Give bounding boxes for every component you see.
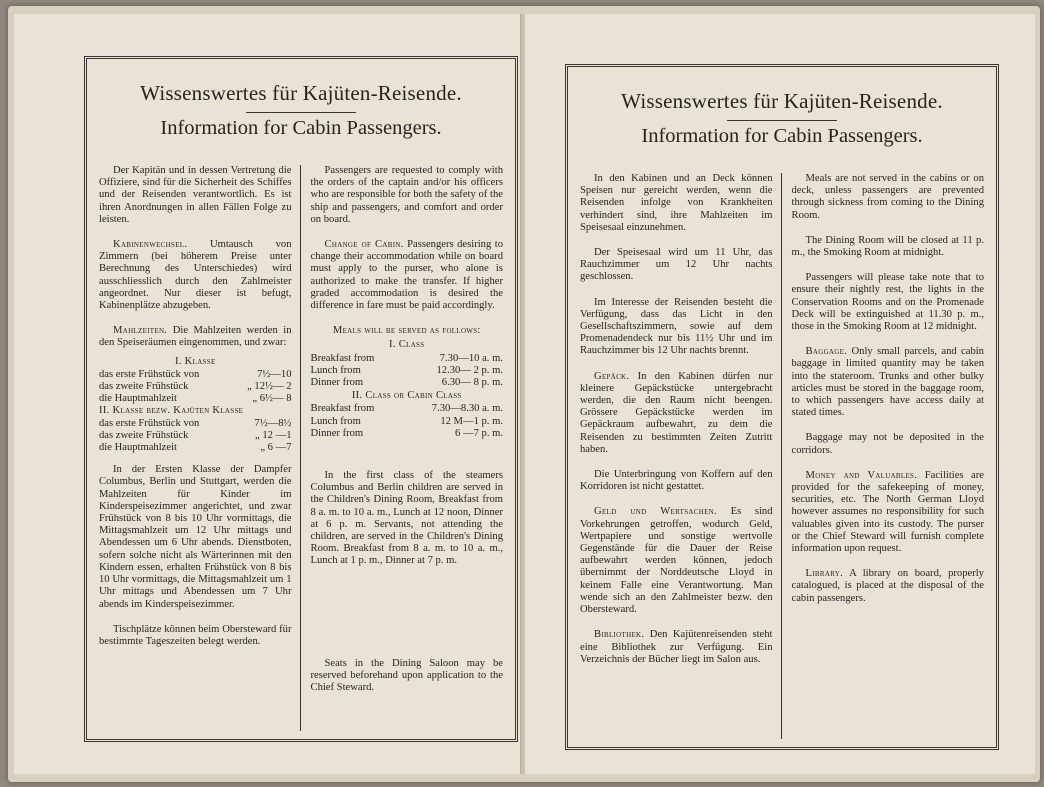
row-label: die Hauptmahlzeit: [99, 442, 177, 454]
right-english-column: [782, 173, 987, 739]
lights-paragraph-de: Im Interesse der Reisenden besteht die Verfügung, dass das Licht in den Gesellschaftszimmern, sowie auf dem Promenadendeck nur bis 11½ Uhr und im Rauchzimmer bis 12 Uhr nachts brennt.: [580, 296, 773, 357]
row-label: die Hauptmahlzeit: [99, 393, 177, 405]
schedule-row: [311, 365, 504, 377]
cabin-change-paragraph-en: [311, 239, 504, 312]
schedule-row: [99, 369, 292, 381]
left-columns: [97, 165, 505, 731]
paragraph-text: Den Kajütenreisenden steht eine Bibliothek zur Verfügung. Ein Verzeichnis der Bücher liegt im Salon aus.: [580, 629, 773, 665]
section-heading: Mahlzeiten.: [113, 325, 168, 337]
schedule-row: [99, 381, 292, 393]
paragraph-text: Facilities are provided for the safekeeping of money, securities, etc. The North German Lloyd however assumes no responsibility for such valuables given into its custody. The purser or the Chief Steward will furnish complete information upon request.: [791, 469, 984, 555]
paragraph-text: Die Mahlzeiten werden in den Speiseräumen eingenommen, und zwar:: [99, 325, 292, 349]
corridor-paragraph-de: Die Unterbringung von Koffern auf den Korridoren ist nicht gestattet.: [580, 469, 773, 493]
row-time: „ 6 —7: [260, 442, 292, 454]
booklet: [8, 6, 1040, 782]
right-page: [524, 14, 1035, 774]
closing-times-paragraph-en: The Dining Room will be closed at 11 p. m., the Smoking Room at midnight.: [791, 234, 984, 259]
paragraph-text: A library on board, properly catalogued, is placed at the disposal of the cabin passengers.: [791, 568, 984, 604]
row-label: Lunch from: [310, 364, 361, 376]
row-label: Dinner from: [310, 427, 364, 439]
library-paragraph-de: [580, 629, 773, 666]
meal-schedule-en: [311, 325, 504, 440]
row-label: das erste Frühstück von: [99, 368, 200, 380]
title-divider: [727, 120, 837, 121]
cabin-meals-paragraph-en: Meals are not served in the cabins or on deck, unless passengers are prevented through sickness from coming to the Dining Room.: [791, 173, 984, 221]
row-label: das zweite Frühstück: [99, 381, 189, 393]
section-heading: Geld und Wertsachen.: [594, 506, 717, 518]
row-time: 6 —7 p. m.: [455, 427, 503, 439]
row-label: Lunch from: [310, 415, 361, 427]
meals-paragraph-de: [99, 325, 292, 349]
row-time: 12.30— 2 p. m.: [436, 364, 503, 376]
row-time: 7.30—8.30 a. m.: [431, 403, 503, 415]
class-heading: I. Class: [389, 339, 425, 351]
row-label: Breakfast from: [310, 403, 375, 415]
lights-paragraph-en: Passengers will please take note that to ensure their nightly rest, the lights in the Conservation Rooms and on the Promenade Deck will be extinguished at 11.30 p. m., those in the Smoking Room at 12 midnight.: [791, 272, 984, 333]
schedule-row: [99, 418, 292, 430]
left-title-german: Wissenswertes für Kajüten-Reisende.: [140, 81, 462, 105]
left-title-english: Information for Cabin Passengers.: [160, 117, 442, 139]
class-heading: II. Class or Cabin Class: [351, 390, 462, 402]
children-meals-paragraph-de: In der Ersten Klasse der Dampfer Columbus, Berlin und Stuttgart, werden die Mahlzeiten für Kinder im Kinderspeisezimmer angerichtet, und zwar Frühstück von 8 bis 10 Uhr vormittags, die Mittagsmahlzeit um 12 Uhr mittags und Abendessen um 6 Uhr abends. Dienstboten, sofern solche nicht als Wärterinnen mit den Kindern essen, erhalten Frühstück von 8 bis 10 Uhr vormittags, die Mittagsmahlzeit um 1 Uhr mittags und Abendessen um 7 Uhr abends im Kinderspeisezimmer.: [99, 464, 292, 610]
class-heading: II. Klasse bezw. Kajüten Klasse: [99, 405, 244, 417]
section-heading: Library.: [805, 568, 844, 580]
cabin-meals-paragraph-de: In den Kabinen und an Deck können Speisen nur gereicht werden, wenn die Reisenden infolge von Krankheiten verhindert sind, ihre Mahlzeiten im Speisesaal einzunehmen.: [580, 173, 773, 233]
left-page-frame: [84, 56, 518, 742]
section-heading: Bibliothek.: [594, 629, 645, 641]
meals-intro: Meals will be served as follows:: [332, 325, 481, 337]
schedule-row: [311, 353, 504, 365]
schedule-row: [311, 377, 504, 389]
paragraph-text: Es sind Vorkehrungen getroffen, wodurch Geld, Wertpapiere und sonstige wertvolle Gegenstände für die Dauer der Reise aufbewahrt werden können, jedoch übernimmt der Norddeutsche Lloyd in keinem Falle eine Verantwortung. Man wende sich an den Zahlmeister bezw. den Obersteward.: [580, 506, 773, 616]
schedule-row: [311, 416, 504, 428]
children-meals-paragraph-en: In the first class of the steamers Columbus and Berlin children are served in the Children's Dining Room, Breakfast from 8 a. m. to 10 a. m., Lunch at 12 noon, Dinner at 6 p. m. Servants, not attending the children, are served in the Children's Dining Room. Breakfast from 8 a. m. to 10 a. m., Lunch at 1 p. m., Dinner at 7 p. m.: [310, 470, 503, 567]
left-german-column: [97, 165, 301, 731]
section-heading: Gepäck.: [594, 370, 630, 382]
row-time: 7½—10: [257, 368, 292, 380]
library-paragraph-en: [792, 568, 985, 605]
row-label: Breakfast from: [310, 352, 375, 364]
row-time: 7½—8½: [254, 417, 292, 429]
class-heading: I. Klasse: [174, 355, 216, 367]
section-heading: Change of Cabin.: [324, 239, 404, 251]
left-english-column: [301, 165, 506, 731]
row-label: Dinner from: [310, 377, 364, 389]
right-title-german: Wissenswertes für Kajüten-Reisende.: [621, 89, 943, 113]
left-page: [14, 14, 523, 774]
paragraph-text: Umtausch von Zimmern (bei höherem Preise unter Berechnung des Unterschiedes) wird ausschliesslich durch den Zahlmeister angeordnet. Nur dieser ist befugt, Kabinenplätze abzugeben.: [99, 239, 292, 312]
schedule-row: [99, 430, 292, 442]
schedule-row: [99, 393, 292, 405]
valuables-paragraph-en: [792, 470, 985, 555]
right-title-english: Information for Cabin Passengers.: [641, 125, 923, 147]
right-german-column: [578, 173, 782, 739]
captain-paragraph-en: Passengers are requested to comply with the orders of the captain and/or his officers who are responsible for both the safety of the ship and passengers, and comfort and order on board.: [310, 165, 503, 225]
valuables-paragraph-de: [580, 506, 773, 616]
row-label: das zweite Frühstück: [99, 429, 189, 441]
row-label: das erste Frühstück von: [99, 417, 200, 429]
right-columns: [578, 173, 986, 739]
row-time: 6.30— 8 p. m.: [441, 377, 503, 389]
row-time: „ 12½— 2: [247, 381, 292, 393]
schedule-row: [99, 442, 292, 454]
seat-reservation-paragraph-en: Seats in the Dining Saloon may be reserved beforehand upon application to the Chief Steward.: [310, 657, 503, 694]
corridor-paragraph-en: Baggage may not be deposited in the corridors.: [791, 432, 984, 456]
row-time: 12 M—1 p. m.: [440, 415, 503, 427]
section-heading: Money and Valuables.: [805, 469, 918, 481]
table-reservation-paragraph-de: Tischplätze können beim Obersteward für bestimmte Tageszeiten belegt werden.: [99, 623, 292, 647]
right-page-frame: [565, 64, 999, 750]
paragraph-text: Passengers desiring to change their accommodation while on board must apply to the purser, who alone is authorized to make the transfer. If higher graded accommodation is desired the difference in fare must be paid accordingly.: [310, 239, 503, 312]
baggage-paragraph-en: [792, 346, 985, 419]
title-divider: [246, 112, 356, 113]
row-time: „ 6½— 8: [252, 393, 292, 405]
closing-times-paragraph-de: Der Speisesaal wird um 11 Uhr, das Rauchzimmer um 12 Uhr nachts geschlossen.: [580, 247, 773, 283]
section-heading: Baggage.: [805, 346, 848, 358]
row-time: 7.30—10 a. m.: [439, 352, 503, 364]
captain-paragraph-de: Der Kapitän und in dessen Vertretung die Offiziere, sind für die Sicherheit des Schiffes und der Reisenden verantwortlich. Es ist ihren Anordnungen in allen Fällen Folge zu leisten.: [99, 165, 292, 225]
schedule-row: [311, 428, 504, 440]
baggage-paragraph-de: [580, 371, 773, 456]
meal-schedule-de: [99, 356, 292, 455]
row-time: „ 12 —1: [255, 429, 292, 441]
cabin-change-paragraph-de: [99, 239, 292, 312]
schedule-row: [311, 403, 504, 415]
paragraph-text: Only small parcels, and cabin baggage in limited quantity may be taken into the stateroom. Trunks and other bulky articles must be stored in the baggage room, to which passengers have access daily at stated times.: [791, 346, 984, 419]
paragraph-text: In den Kabinen dürfen nur kleinere Gepäckstücke untergebracht werden, die den Raum nicht beengen. Grössere Gepäckstücke werden im Gepäckraum aufbewahrt, zu dem die Reisenden zu bestimmten Zeiten Zutritt haben.: [580, 370, 773, 455]
section-heading: Kabinenwechsel.: [113, 239, 188, 251]
